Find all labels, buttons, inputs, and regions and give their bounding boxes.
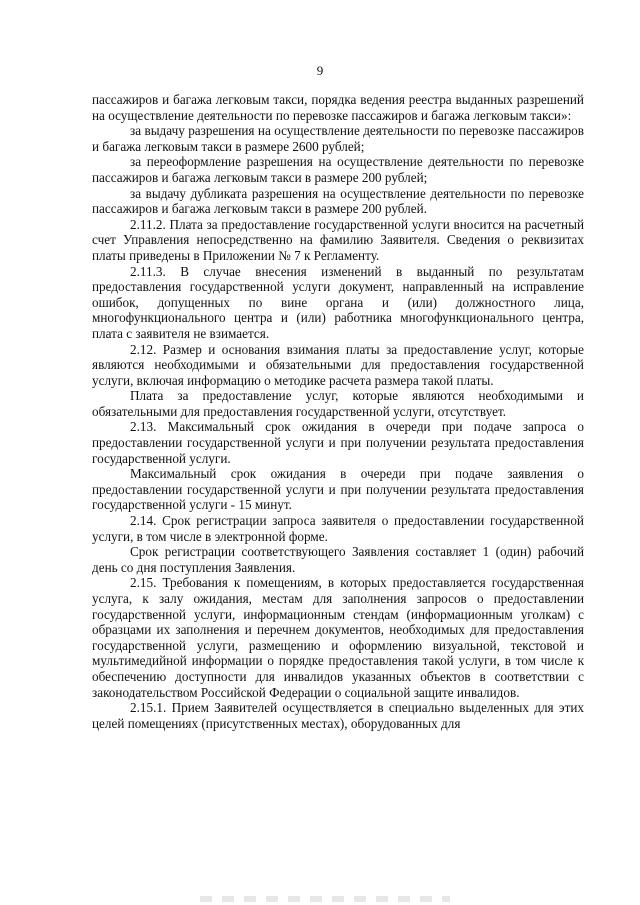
- paragraph: Максимальный срок ожидания в очереди при подаче заявления о предоставлении государственной услуги и при получении результата предоставления государственной услуги - 15 минут.: [92, 466, 584, 513]
- document-body: [92, 92, 584, 731]
- paragraph: Плата за предоставление услуг, которые являются необходимыми и обязательными для предоставления государственной услуги, отсутствует.: [92, 388, 584, 419]
- paragraph: 2.14. Срок регистрации запроса заявителя о предоставлении государственной услуги, в том числе в электронной форме.: [92, 513, 584, 544]
- paragraph: 2.11.3. В случае внесения изменений в выданный по результатам предоставления государственной услуги документ, направленный на исправление ошибок, допущенных по вине органа и (или) должностного лица, многофункционального центра и (или) работника многофункционального центра, плата с заявителя не взимается.: [92, 263, 584, 341]
- page-number: 9: [316, 63, 324, 78]
- paragraph: 2.12. Размер и основания взимания платы за предоставление услуг, которые являются необходимыми и обязательными для предоставления государственной услуги, включая информацию о методике расчета размера такой платы.: [92, 341, 584, 388]
- paragraph: 2.15.1. Прием Заявителей осуществляется в специально выделенных для этих целей помещениях (присутственных местах), оборудованных для: [92, 700, 584, 731]
- paragraph: Срок регистрации соответствующего Заявления составляет 1 (один) рабочий день со дня поступления Заявления.: [92, 544, 584, 575]
- scan-artifact: [200, 896, 450, 902]
- paragraph: 2.15. Требования к помещениям, в которых предоставляется государственная услуга, к залу ожидания, местам для заполнения запросов о предоставлении государственной услуги, информационным стендам (информационным уголкам) с образцами их заполнения и перечнем документов, необходимых для предоставления государственной услуги, размещению и оформлению визуальной, текстовой и мультимедийной информации о порядке предоставления такой услуги, в том числе к обеспечению доступности для инвалидов указанных объектов в соответствии с законодательством Российской Федерации о социальной защите инвалидов.: [92, 575, 584, 700]
- paragraph: за выдачу разрешения на осуществление деятельности по перевозке пассажиров и багажа легковым такси в размере 2600 рублей;: [92, 123, 584, 154]
- paragraph: за выдачу дубликата разрешения на осуществление деятельности по перевозке пассажиров и багажа легковым такси в размере 200 рублей.: [92, 185, 584, 217]
- paragraph: пассажиров и багажа легковым такси, порядка ведения реестра выданных разрешений на осуществление деятельности по перевозке пассажиров и багажа легковым такси»:: [92, 92, 584, 123]
- paragraph: 2.13. Максимальный срок ожидания в очереди при подаче запроса о предоставлении государственной услуги и при получении результата предоставления государственной услуги.: [92, 419, 584, 466]
- paragraph: 2.11.2. Плата за предоставление государственной услуги вносится на расчетный счет Управления непосредственно на фамилию Заявителя. Сведения о реквизитах платы приведены в Приложении № 7 к Регламенту.: [92, 216, 584, 263]
- paragraph: за переоформление разрешения на осуществление деятельности по перевозке пассажиров и багажа легковым такси в размере 200 рублей;: [92, 154, 584, 185]
